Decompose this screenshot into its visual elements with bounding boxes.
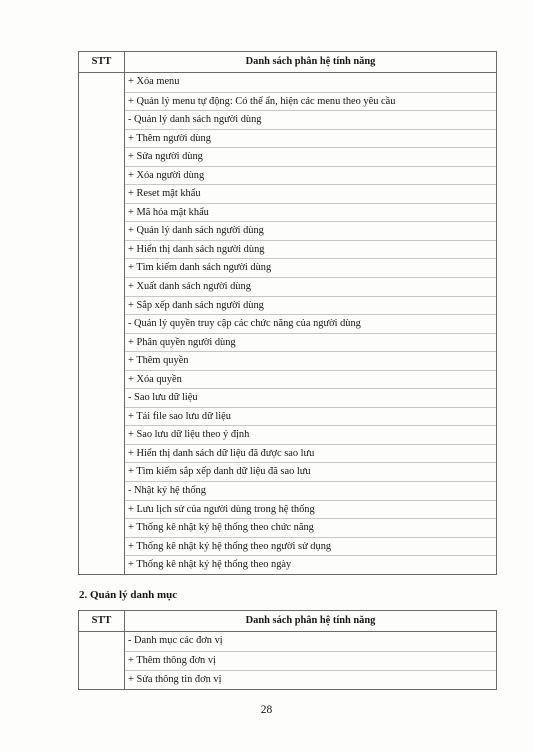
list-item: + Thống kê nhật ký hệ thống theo chức năng bbox=[125, 518, 496, 537]
list-item: - Danh mục các đơn vị bbox=[128, 635, 223, 646]
list-item: + Sửa người dùng bbox=[125, 147, 496, 166]
list-item: + Hiển thị danh sách dữ liệu đã được sao lưu bbox=[125, 444, 496, 463]
section-title: 2. Quản lý danh mục bbox=[79, 589, 178, 601]
list-item: - Sao lưu dữ liệu bbox=[125, 388, 496, 407]
list-item: + Xuất danh sách người dùng bbox=[125, 277, 496, 296]
header-stt: STT bbox=[79, 611, 125, 632]
list-item: + Xóa người dùng bbox=[125, 166, 496, 185]
list-item: + Quản lý danh sách người dùng bbox=[125, 221, 496, 240]
list-item: + Quản lý menu tự động: Có thể ẩn, hiện các menu theo yêu cầu bbox=[125, 92, 496, 111]
table-header-row bbox=[79, 52, 497, 73]
list-item: + Mã hóa mật khẩu bbox=[125, 203, 496, 222]
table-header-row bbox=[79, 611, 497, 632]
list-item: + Thống kê nhật ký hệ thống theo người sử dụng bbox=[125, 537, 496, 556]
list-item: - Quản lý quyền truy cập các chức năng của người dùng bbox=[125, 314, 496, 333]
list-item: + Tìm kiếm danh sách người dùng bbox=[125, 258, 496, 277]
list-item: + Thống kê nhật ký hệ thống theo ngày bbox=[125, 555, 496, 574]
list-item: + Lưu lịch sử của người dùng trong hệ thống bbox=[125, 500, 496, 519]
list-item: + Xóa menu bbox=[128, 76, 180, 87]
feature-table-1 bbox=[78, 51, 497, 575]
list-item: + Thêm người dùng bbox=[125, 129, 496, 148]
header-features: Danh sách phân hệ tính năng bbox=[125, 611, 497, 632]
list-item: + Sửa thông tin đơn vị bbox=[125, 670, 496, 689]
list-item: - Nhật ký hệ thống bbox=[125, 481, 496, 500]
list-item: + Sắp xếp danh sách người dùng bbox=[125, 296, 496, 315]
list-item: + Thêm thông đơn vị bbox=[125, 651, 496, 670]
header-features: Danh sách phân hệ tính năng bbox=[125, 52, 497, 73]
page-number: 28 bbox=[260, 704, 273, 716]
header-stt: STT bbox=[79, 52, 125, 73]
stt-cell bbox=[79, 632, 125, 690]
table-row bbox=[79, 73, 497, 575]
list-item: + Xóa quyền bbox=[125, 370, 496, 389]
feature-list-cell bbox=[125, 632, 497, 690]
list-item: + Phân quyền người dùng bbox=[125, 333, 496, 352]
stt-cell bbox=[79, 73, 125, 575]
feature-table-2 bbox=[78, 610, 497, 690]
list-item: + Tải file sao lưu dữ liệu bbox=[125, 407, 496, 426]
list-item: + Reset mật khẩu bbox=[125, 184, 496, 203]
list-item: + Thêm quyền bbox=[125, 351, 496, 370]
list-item: + Hiển thị danh sách người dùng bbox=[125, 240, 496, 259]
list-item: + Tìm kiếm sắp xếp danh dữ liệu đã sao lưu bbox=[125, 462, 496, 481]
list-item: + Sao lưu dữ liệu theo ý định bbox=[125, 425, 496, 444]
list-item: - Quản lý danh sách người dùng bbox=[125, 110, 496, 129]
feature-list-cell bbox=[125, 73, 497, 575]
table-row bbox=[79, 632, 497, 690]
